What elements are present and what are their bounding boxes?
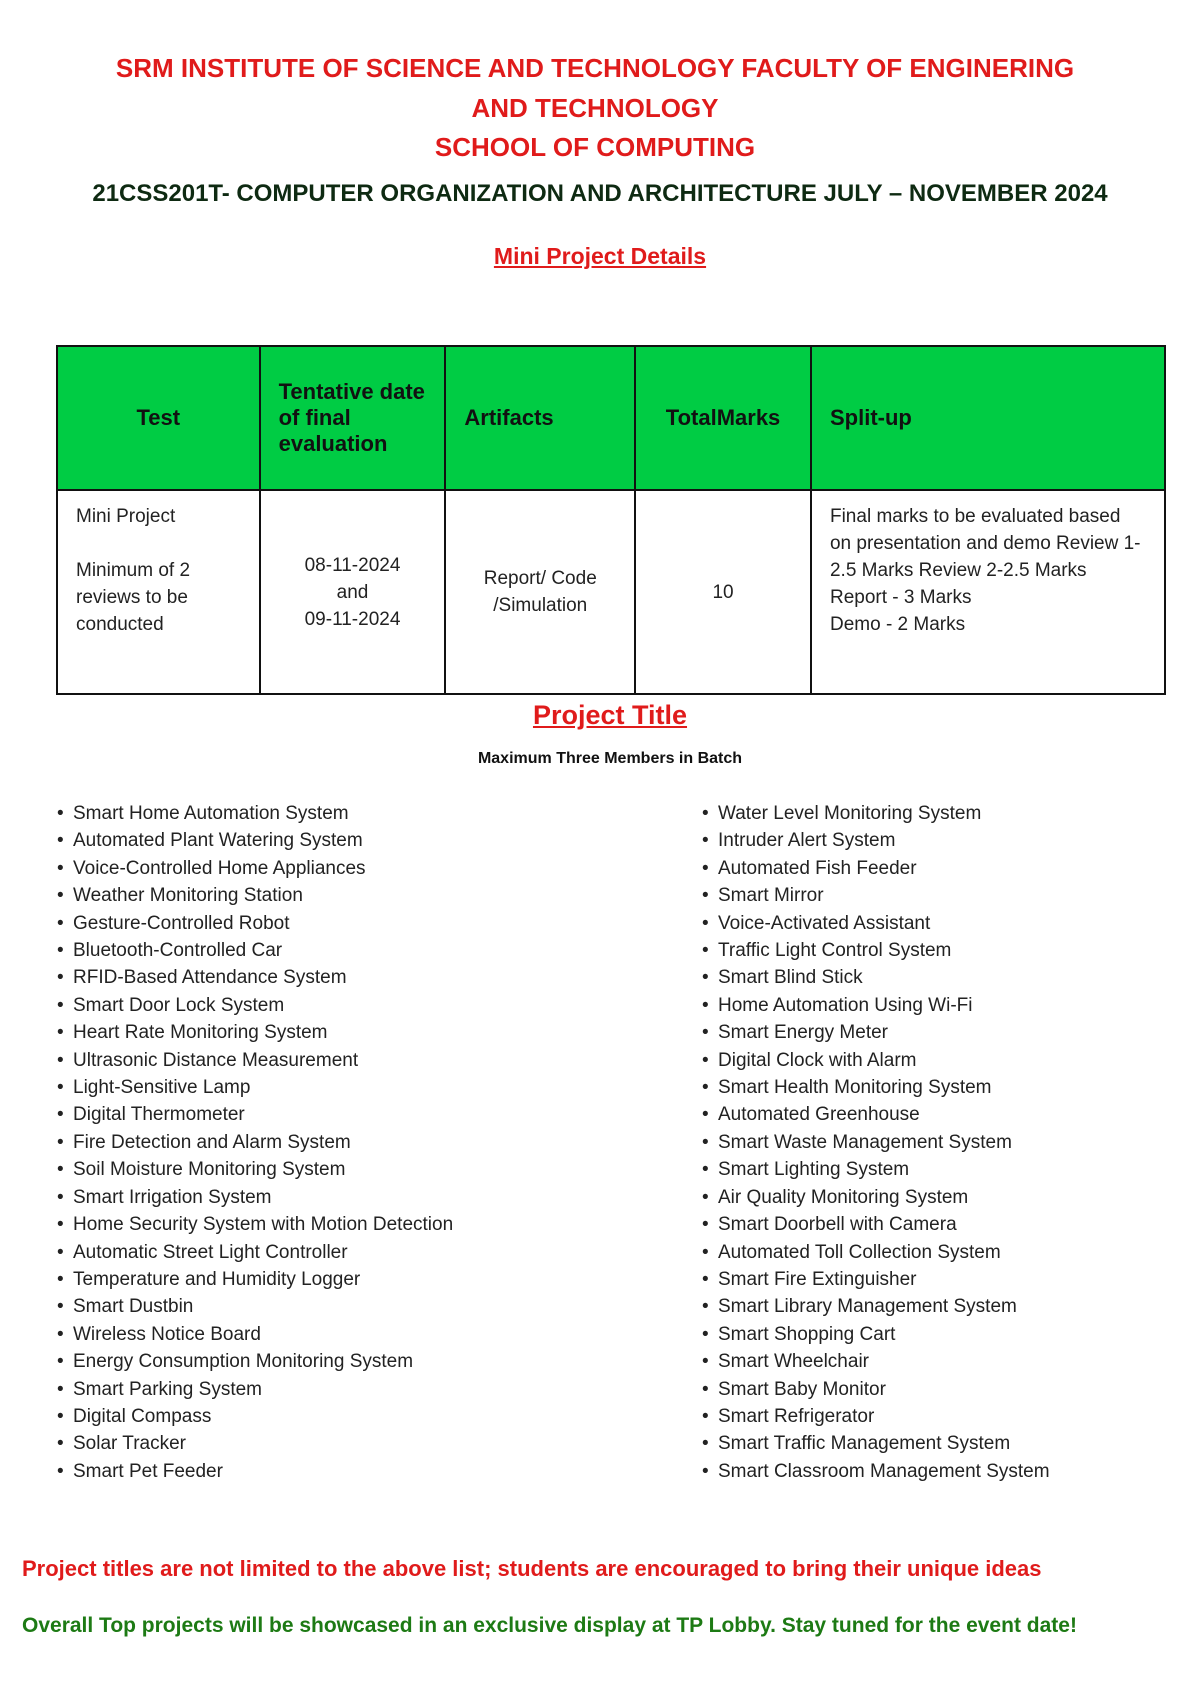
list-item: • Fire Detection and Alarm System [57,1129,453,1156]
list-item: • Air Quality Monitoring System [702,1184,1050,1211]
list-item: • Smart Parking System [57,1376,453,1403]
list-item: • Ultrasonic Distance Measurement [57,1047,453,1074]
test-note: Minimum of 2 reviews to be conducted [76,560,191,635]
list-item: • Light-Sensitive Lamp [57,1074,453,1101]
column-header-split-up: Split-up [811,346,1165,490]
list-item: • Voice-Controlled Home Appliances [57,855,453,882]
list-item: • Smart Irrigation System [57,1184,453,1211]
cell-date [260,490,446,694]
header-line-3: SCHOOL OF COMPUTING [434,132,756,162]
note-unique-ideas: Project titles are not limited to the above list; students are encouraged to bring their unique ideas [22,1556,1042,1581]
list-item: • Bluetooth-Controlled Car [57,937,453,964]
list-item: • Gesture-Controlled Robot [57,910,453,937]
list-item: • Voice-Activated Assistant [702,910,1050,937]
header-line-1: SRM INSTITUTE OF SCIENCE AND TECHNOLOGY FACULTY OF ENGINERING [115,53,1075,83]
list-item: • Home Automation Using Wi-Fi [702,992,1050,1019]
column-header-test: Test [57,346,260,490]
date-second: 09-11-2024 [304,608,401,630]
project-title-heading [0,700,1200,731]
list-item: • Automated Toll Collection System [702,1239,1050,1266]
school-header [40,127,1150,167]
column-header-artifacts: Artifacts [445,346,635,490]
column-header-date: Tentative date of final evaluation [260,346,446,490]
cell-artifacts [445,490,635,694]
list-item: • Smart Waste Management System [702,1129,1050,1156]
project-list-right [702,800,1050,1485]
table-header-row [57,346,1165,490]
column-header-total-marks: TotalMarks [635,346,811,490]
list-item: • Digital Thermometer [57,1101,453,1128]
list-item: • Temperature and Humidity Logger [57,1266,453,1293]
list-item: • Home Security System with Motion Detection [57,1211,453,1238]
list-item: • Energy Consumption Monitoring System [57,1348,453,1375]
list-item: • Water Level Monitoring System [702,800,1050,827]
list-item: • Smart Dustbin [57,1293,453,1320]
list-item: • Soil Moisture Monitoring System [57,1156,453,1183]
list-item: • Smart Health Monitoring System [702,1074,1050,1101]
test-name: Mini Project [76,506,176,527]
splitup-report: Report - 3 Marks [829,587,972,608]
list-item: • Smart Pet Feeder [57,1458,453,1485]
section-title-text: Mini Project Details [493,243,707,269]
batch-size-note: Maximum Three Members in Batch [477,750,743,767]
list-item: • Smart Baby Monitor [702,1376,1050,1403]
header-line-2: AND TECHNOLOGY [471,93,719,123]
list-item: • Smart Lighting System [702,1156,1050,1183]
list-item: • Smart Fire Extinguisher [702,1266,1050,1293]
splitup-demo: Demo - 2 Marks [829,614,966,635]
date-first: 08-11-2024 [304,554,401,576]
list-item: • Smart Classroom Management System [702,1458,1050,1485]
table-row [57,490,1165,694]
list-item: • Automated Fish Feeder [702,855,1050,882]
list-item: • Intruder Alert System [702,827,1050,854]
cell-test [57,490,260,694]
project-title-text: Project Title [532,700,688,730]
list-item: • RFID-Based Attendance System [57,964,453,991]
section-title [0,243,1200,270]
project-list-left [57,800,453,1485]
evaluation-table [56,345,1166,695]
list-item: • Heart Rate Monitoring System [57,1019,453,1046]
cell-total-marks: 10 [635,490,811,694]
list-item: • Smart Door Lock System [57,992,453,1019]
list-item: • Smart Traffic Management System [702,1430,1050,1457]
list-item: • Automatic Street Light Controller [57,1239,453,1266]
list-item: • Smart Home Automation System [57,800,453,827]
list-item: • Smart Wheelchair [702,1348,1050,1375]
list-item: • Digital Compass [57,1403,453,1430]
institution-header [40,48,1150,128]
list-item: • Smart Energy Meter [702,1019,1050,1046]
list-item: • Digital Clock with Alarm [702,1047,1050,1074]
list-item: • Automated Greenhouse [702,1101,1050,1128]
list-item: • Smart Blind Stick [702,964,1050,991]
list-item: • Traffic Light Control System [702,937,1050,964]
list-item: • Wireless Notice Board [57,1321,453,1348]
list-item: • Smart Mirror [702,882,1050,909]
course-title: 21CSS201T- COMPUTER ORGANIZATION AND ARCHITECTURE JULY – NOVEMBER 2024 [92,180,1108,207]
list-item: • Automated Plant Watering System [57,827,453,854]
note-showcase: Overall Top projects will be showcased in an exclusive display at TP Lobby. Stay tuned for the event date! [22,1614,1077,1637]
list-item: • Smart Library Management System [702,1293,1050,1320]
list-item: • Smart Shopping Cart [702,1321,1050,1348]
date-and: and [336,581,369,603]
list-item: • Solar Tracker [57,1430,453,1457]
list-item: • Smart Refrigerator [702,1403,1050,1430]
artifacts-line-1: Report/ Code [483,568,597,589]
cell-split-up [811,490,1165,694]
artifacts-line-2: /Simulation [493,595,588,616]
splitup-description: Final marks to be evaluated based on presentation and demo Review 1-2.5 Marks Review 2-2.5 Marks [829,506,1141,581]
list-item: • Weather Monitoring Station [57,882,453,909]
list-item: • Smart Doorbell with Camera [702,1211,1050,1238]
